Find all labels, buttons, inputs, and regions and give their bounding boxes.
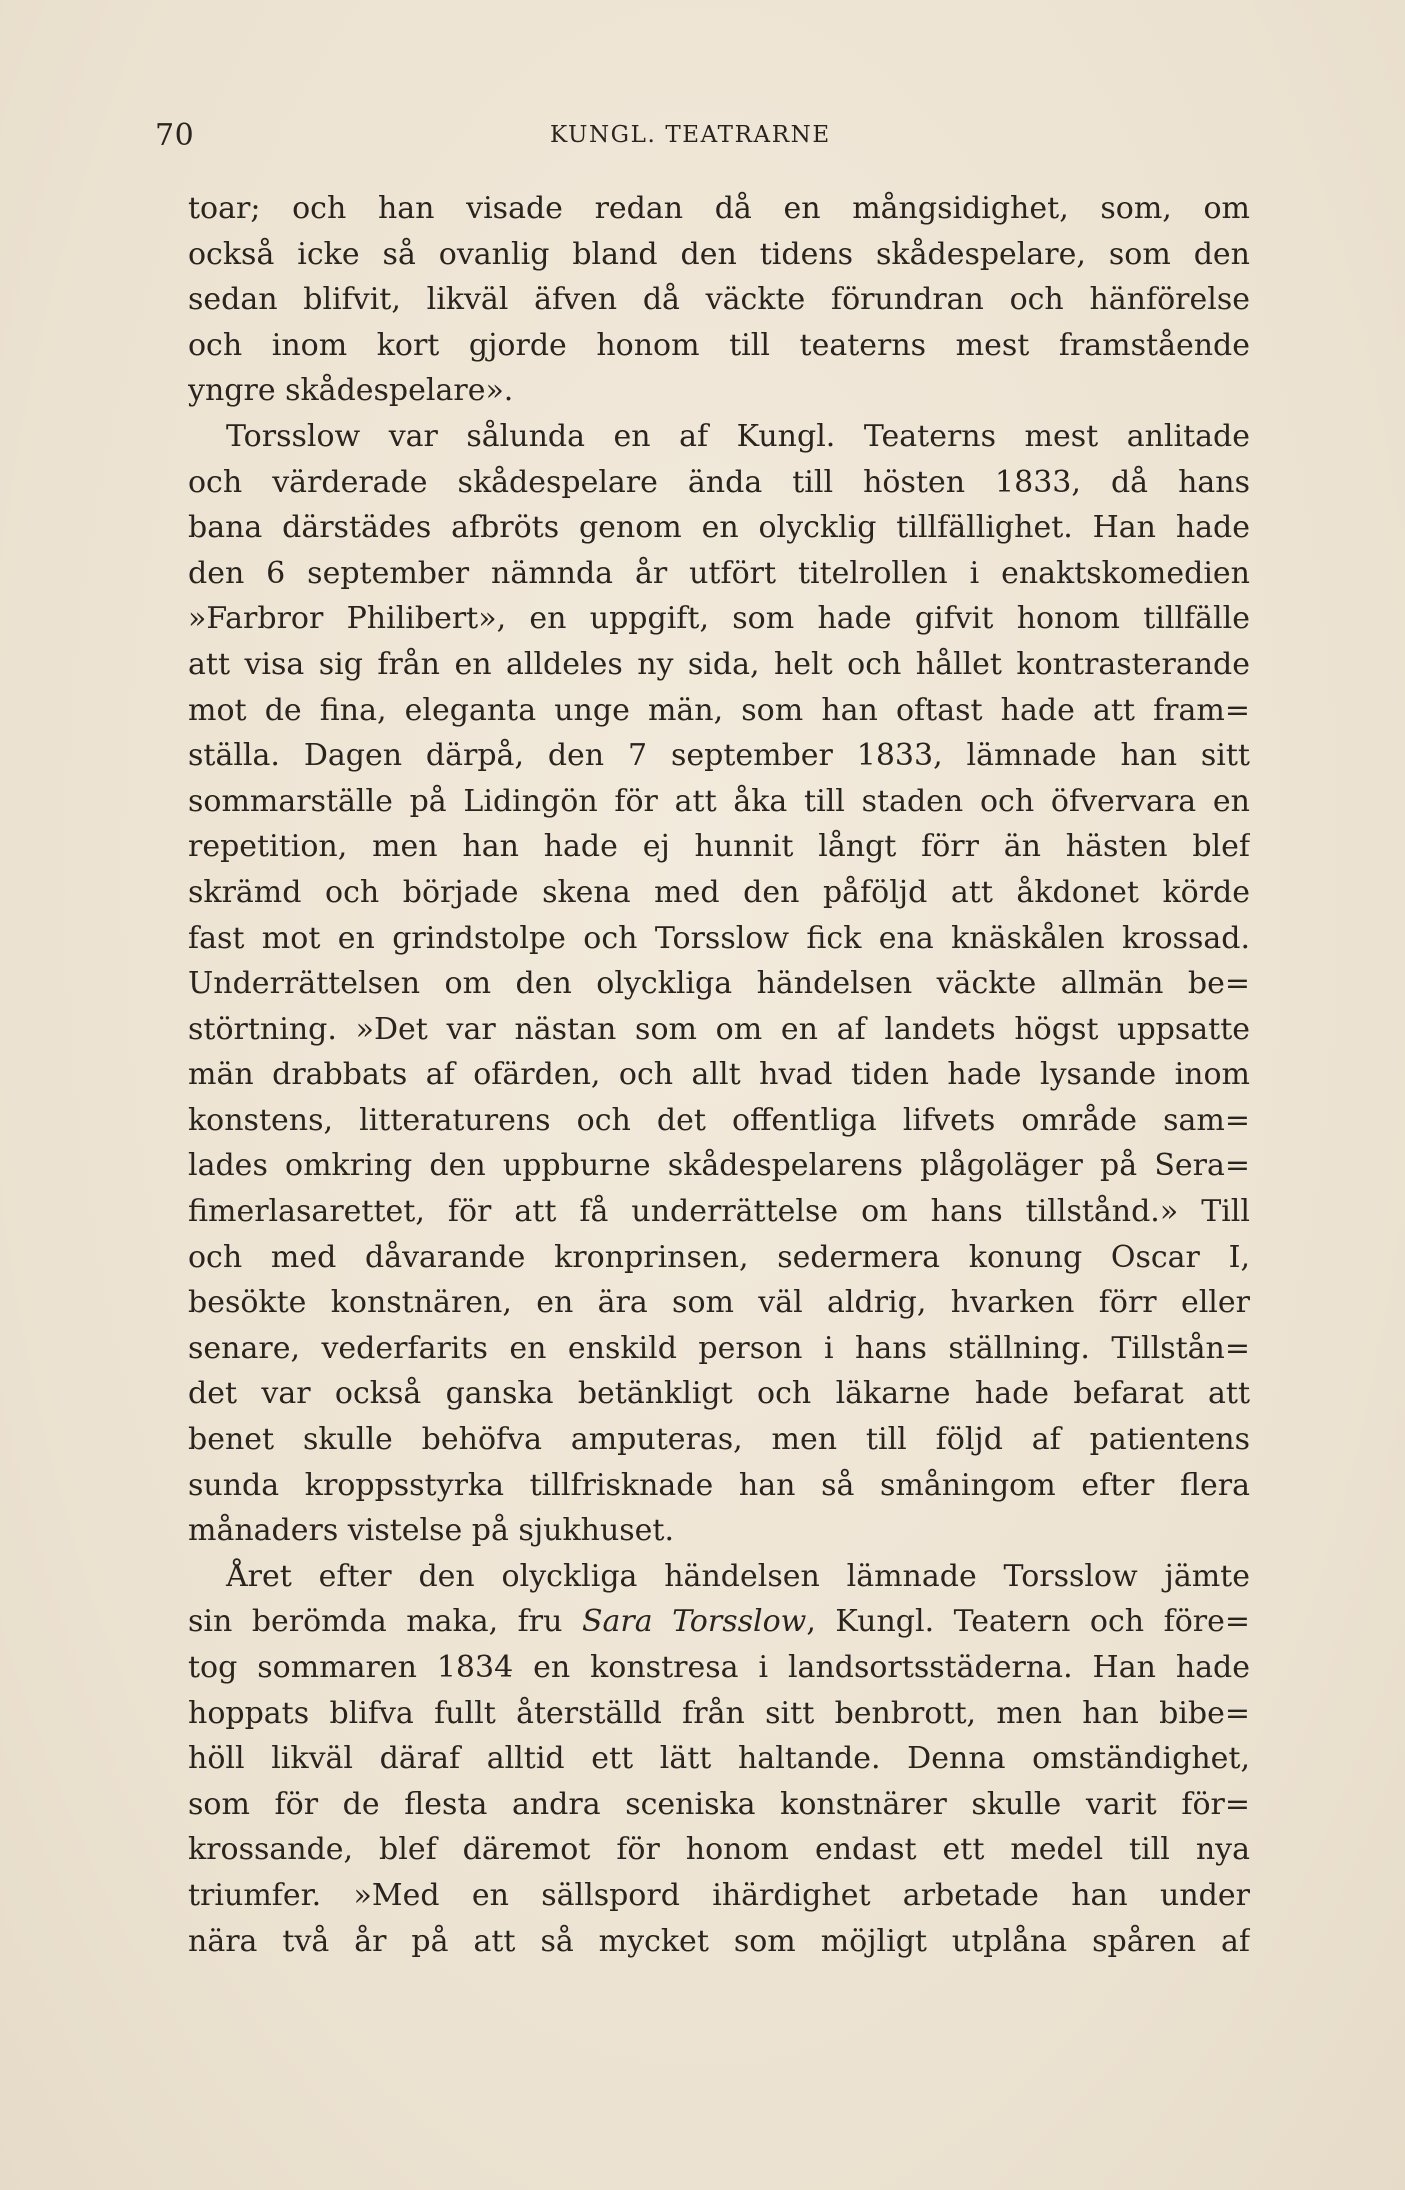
text-line: störtning. »Det var nästan som om en af landets högst uppsatte [188,1011,1250,1047]
text-line: ställa. Dagen därpå, den 7 september 1833, lämnade han sitt [188,738,1250,774]
text-line: toar; och han visade redan då en mångsidighet, som, om [188,191,1250,226]
text-line: fimerlasarettet, för att få underrättelse om hans tillstånd.» Till [188,1194,1250,1230]
running-head: KUNGL. TEATRARNE [550,122,831,148]
text-line: män drabbats af ofärden, och allt hvad tiden hade lysande inom [188,1057,1250,1093]
text-line: senare, vederfarits en enskild person i hans ställning. Tillstån= [188,1330,1250,1366]
text-line: nära två år på att så mycket som möjligt utplåna spåren af [188,1923,1250,1959]
text-line: repetition, men han hade ej hunnit långt förr än hästen blef [188,829,1250,865]
body-text [188,186,1250,1964]
text-line: skrämd och började skena med den påföljd att åkdonet körde [188,874,1250,910]
text-line: och med dåvarande kronprinsen, sedermera konung Oscar I, [188,1239,1250,1275]
text-line: månaders vistelse på sjukhuset. [188,1513,675,1549]
text-segment: sin berömda maka, fru [188,1604,582,1640]
text-line: besökte konstnären, en ära som väl aldrig, hvarken förr eller [188,1285,1250,1321]
text-line [188,1599,1250,1645]
text-line: hoppats blifva fullt återställd från sitt benbrott, men han bibe= [188,1695,1250,1731]
text-line: triumfer. »Med en sällspord ihärdighet arbetade han under [188,1877,1250,1913]
text-line: krossande, blef däremot för honom endast ett medel till nya [188,1832,1250,1868]
page-header [155,118,1255,158]
text-line: benet skulle behöfva amputeras, men till följd af patientens [188,1422,1250,1458]
page-number: 70 [155,118,195,153]
text-line: att visa sig från en alldeles ny sida, helt och hållet kontrasterande [188,646,1250,682]
text-line: också icke så ovanlig bland den tidens skådespelare, som den [188,236,1250,272]
text-line: bana därstädes afbröts genom en olycklig tillfällighet. Han hade [188,510,1250,546]
text-line: höll likväl däraf alltid ett lätt haltande. Denna omständighet, [188,1741,1250,1777]
text-line: mot de fina, eleganta unge män, som han oftast hade att fram= [188,692,1250,728]
text-line: Torsslow var sålunda en af Kungl. Teaterns mest anlitade [226,418,1250,454]
text-line: sedan blifvit, likväl äfven då väckte förundran och hänförelse [188,282,1250,318]
text-line: »Farbror Philibert», en uppgift, som hade gifvit honom tillfälle [188,601,1250,637]
text-line: lades omkring den uppburne skådespelarens plågoläger på Sera= [188,1148,1250,1184]
text-line: den 6 september nämnda år utfört titelrollen i enaktskomedien [188,555,1250,591]
text-line: yngre skådespelare». [188,373,514,409]
text-line: som för de flesta andra sceniska konstnärer skulle varit för= [188,1786,1250,1822]
italic-name: Sara Torsslow [581,1604,807,1640]
text-line: sunda kroppsstyrka tillfrisknade han så småningom efter flera [188,1467,1250,1503]
text-line: Underrättelsen om den olyckliga händelsen väckte allmän be= [188,966,1250,1002]
text-line: tog sommaren 1834 en konstresa i landsortsstäderna. Han hade [188,1650,1250,1685]
text-line: Året efter den olyckliga händelsen lämnade Torsslow jämte [226,1558,1250,1594]
text-line: sommarställe på Lidingön för att åka till staden och öfvervara en [188,783,1250,819]
text-line: och inom kort gjorde honom till teaterns mest framstående [188,327,1250,363]
text-line: konstens, litteraturens och det offentliga lifvets område sam= [188,1102,1250,1138]
text-line: fast mot en grindstolpe och Torsslow fick ena knäskålen krossad. [188,920,1250,956]
text-line: det var också ganska betänkligt och läkarne hade befarat att [188,1376,1250,1412]
text-segment: , Kungl. Teatern och före= [806,1604,1250,1640]
text-line: och värderade skådespelare ända till hösten 1833, då hans [188,464,1250,500]
